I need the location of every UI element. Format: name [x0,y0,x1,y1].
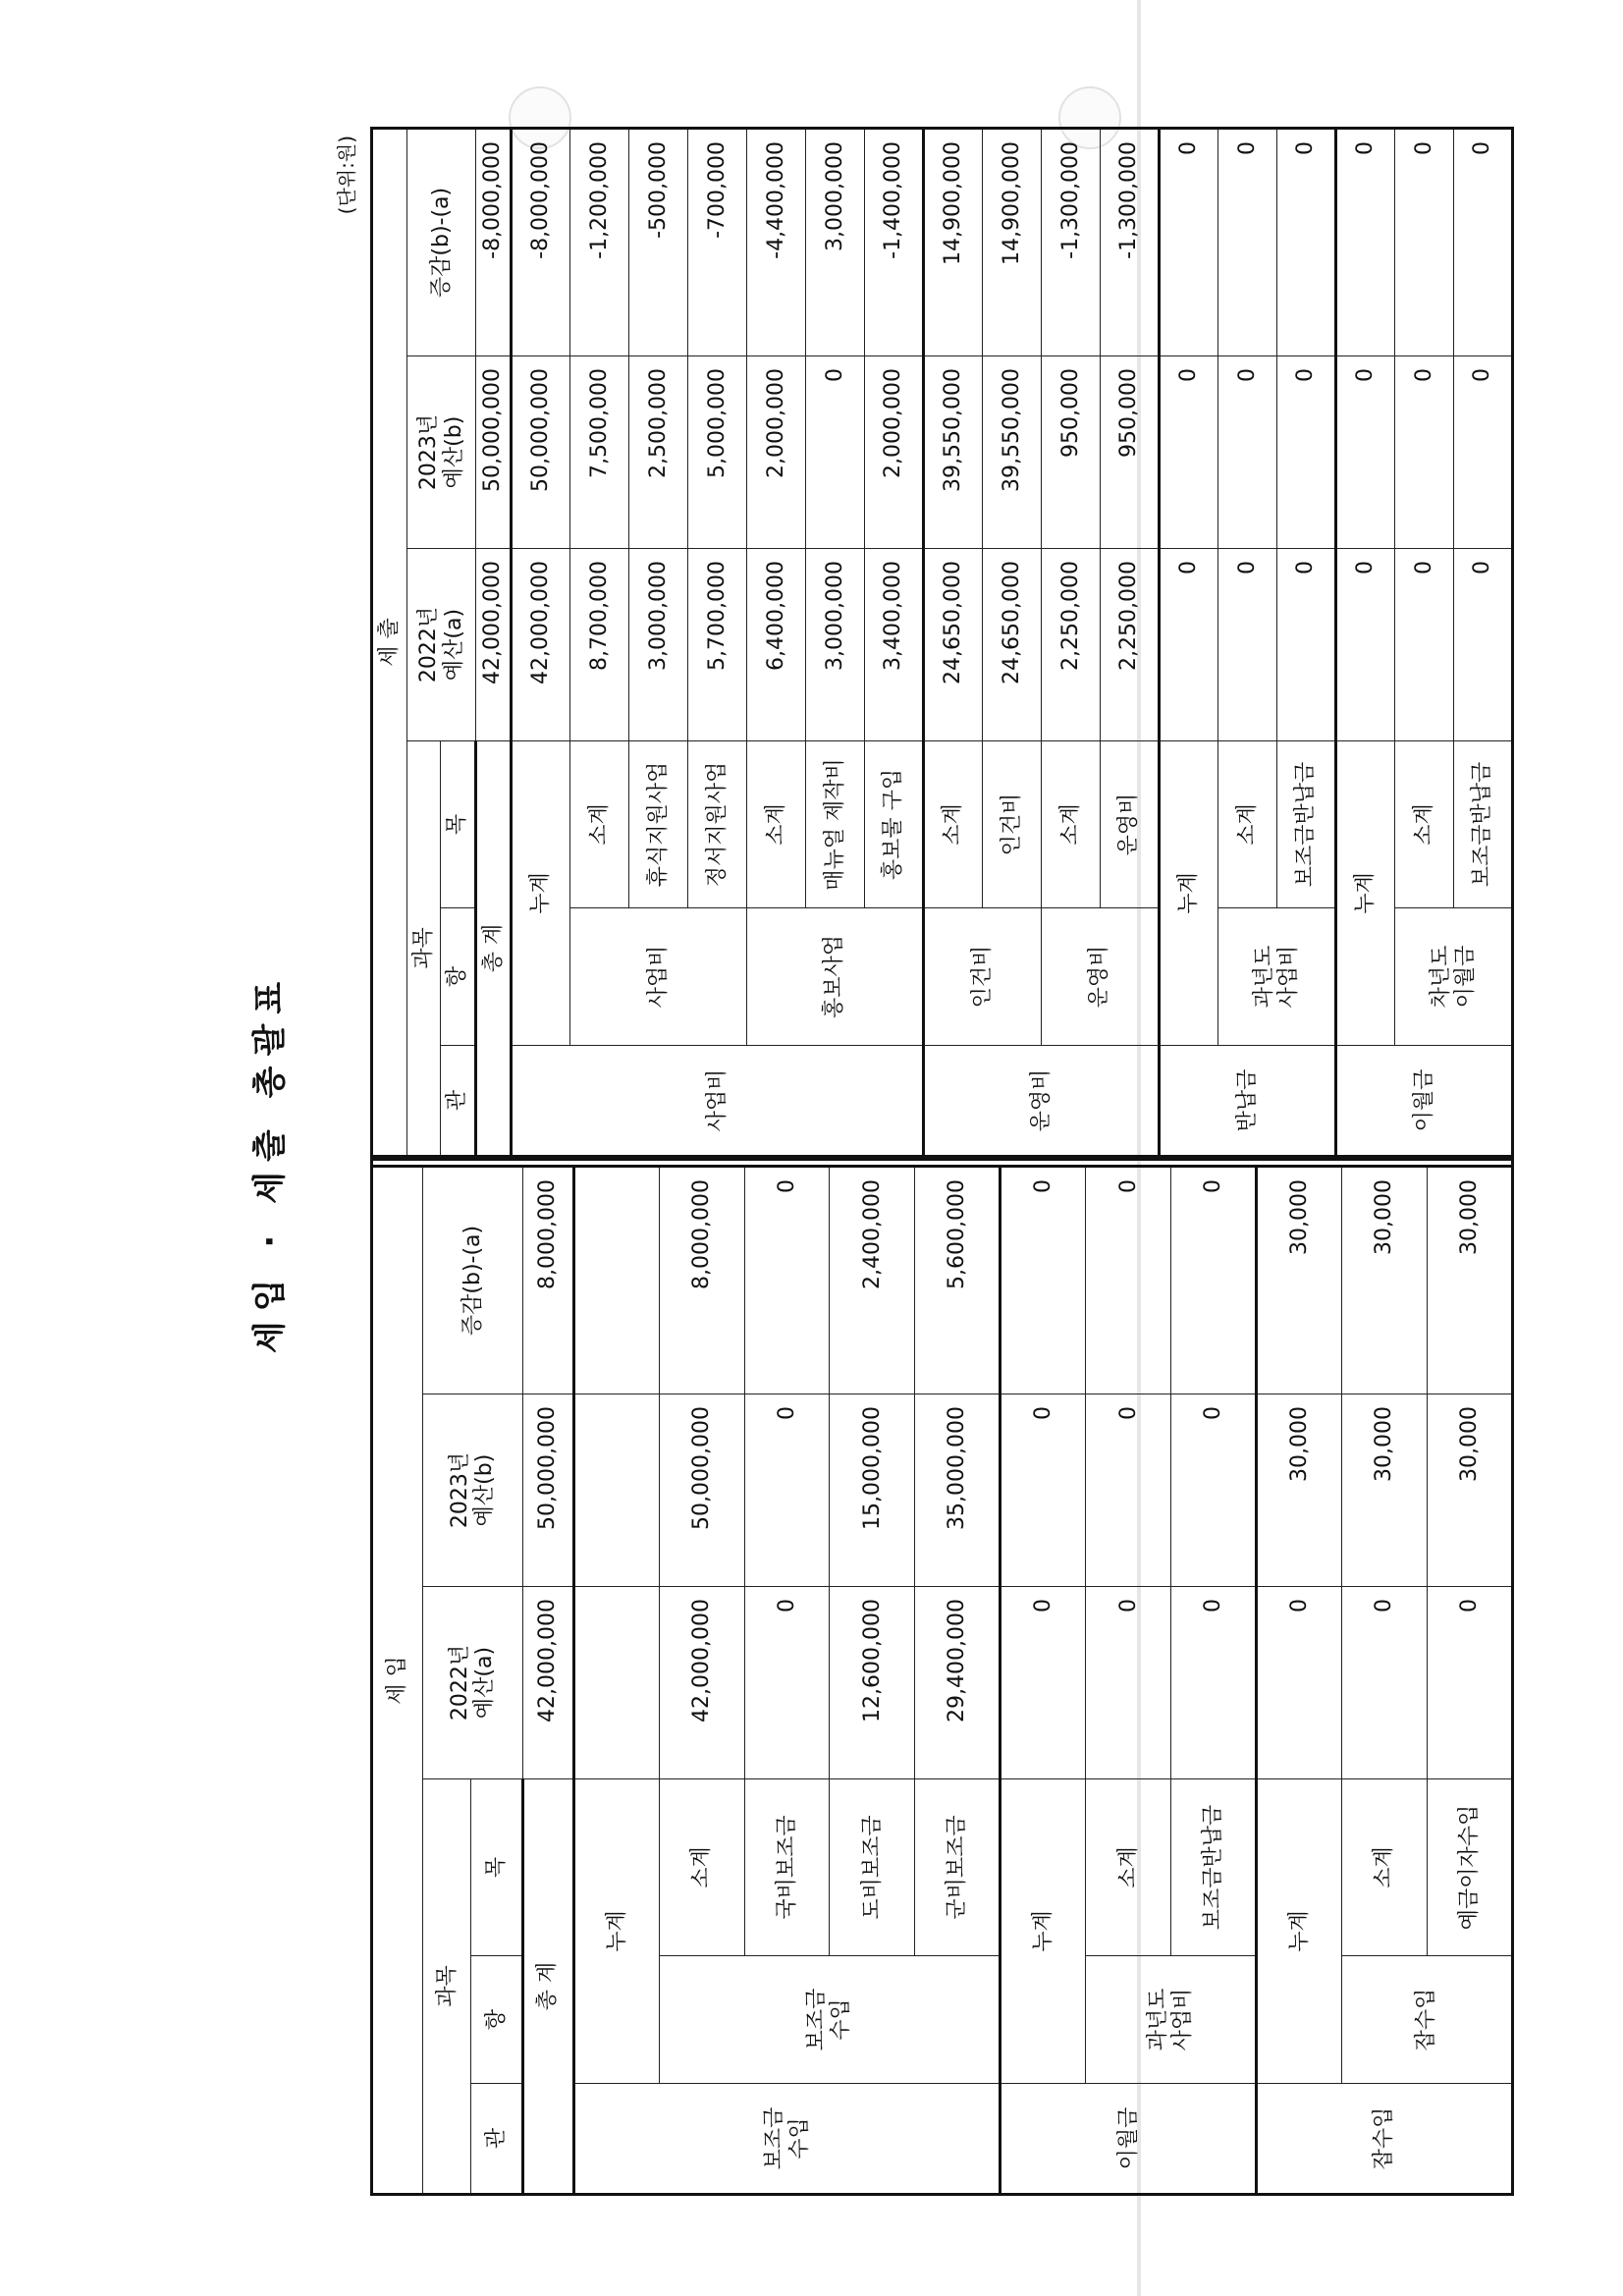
value-a: 3,400,000 [865,549,924,741]
gwan-label: 이월금 [1001,2084,1257,2195]
gwan-label: 반납금 [1160,1046,1336,1157]
value-c: -1,400,000 [865,128,924,355]
total-b: 50,000,000 [476,356,512,549]
value-b: 0 [744,1394,830,1587]
value-a: 6,400,000 [747,549,806,741]
value-c: 30,000 [1342,1166,1428,1394]
value-c: 8,000,000 [659,1166,744,1394]
table-row [1042,128,1101,1156]
header-gwan: 관 [441,1046,476,1157]
value-b: 39,550,000 [983,356,1042,549]
value-b: 0 [1086,1394,1171,1587]
hang-label: 과년도 사업비 [1218,908,1336,1046]
value-c: 14,900,000 [924,128,983,355]
gwan-label: 사업비 [512,1046,924,1157]
value-b: 0 [1171,1394,1257,1587]
rotated-page [243,130,1495,2196]
value-b: 950,000 [1101,356,1160,549]
header-change: 증감(b)-(a) [423,1166,522,1394]
value-a: 0 [1171,1587,1257,1779]
value-b: 2,500,000 [629,356,688,549]
mok-label: 소계 [1342,1779,1428,1956]
value-b: 30,000 [1427,1394,1512,1587]
nugye-label: 누계 [1257,1779,1342,2084]
table-row [1395,128,1454,1156]
header-hang: 항 [441,908,476,1046]
mok-label: 운영비 [1101,741,1160,908]
page-title: 세입 · 세출 총괄표 [250,971,290,1354]
table-row [1342,1166,1428,2194]
mok-label: 예금이자수입 [1427,1779,1512,1956]
nugye-a: 42,000,000 [512,549,570,741]
mok-label: 소계 [570,741,629,908]
value-a: 3,000,000 [806,549,865,741]
value-c: -1,300,000 [1042,128,1101,355]
hang-label: 보조금 수입 [659,1956,1001,2084]
value-c: 0 [1454,128,1513,355]
header-category: 과목 [423,1779,471,2195]
nugye-label: 누계 [1160,741,1218,1046]
table-row [1218,128,1277,1156]
nugye-b: 0 [1336,356,1395,549]
hang-label: 홍보사업 [747,908,924,1046]
header-budget-2023: 2023년 예산(b) [407,356,476,549]
value-c: -1,300,000 [1101,128,1160,355]
gwan-label: 잡수입 [1257,2084,1513,2195]
header-hang: 항 [471,1956,522,2084]
value-a: 2,250,000 [1042,549,1101,741]
table-divider [370,1158,1514,1168]
nugye-c: 30,000 [1257,1166,1342,1394]
mok-label: 소계 [1218,741,1277,908]
value-c: -4,400,000 [747,128,806,355]
value-a: 2,250,000 [1101,549,1160,741]
section-title: 세 입 [372,1166,423,2194]
header-mok: 목 [441,741,476,908]
total-c: -8,000,000 [476,128,512,355]
value-c: 5,600,000 [915,1166,1001,1394]
nugye-a [573,1587,659,1779]
nugye-b [573,1394,659,1587]
value-b: 2,000,000 [865,356,924,549]
value-c: 0 [1395,128,1454,355]
nugye-c: 0 [1336,128,1395,355]
mok-label: 도비보조금 [830,1779,915,1956]
hang-label: 과년도 사업비 [1086,1956,1257,2084]
value-a: 0 [1395,549,1454,741]
nugye-c: 0 [1160,128,1218,355]
hang-label: 잡수입 [1342,1956,1513,2084]
nugye-a: 0 [1001,1587,1086,1779]
value-a: 24,650,000 [924,549,983,741]
value-b: 35,000,000 [915,1394,1001,1587]
nugye-c [573,1166,659,1394]
hang-label: 인건비 [924,908,1042,1046]
hang-label: 사업비 [570,908,747,1046]
value-a: 0 [744,1587,830,1779]
value-a: 24,650,000 [983,549,1042,741]
hang-label: 운영비 [1042,908,1160,1046]
nugye-a: 0 [1257,1587,1342,1779]
table-row [747,128,806,1156]
total-label: 총 계 [476,741,512,1157]
value-c: -700,000 [688,128,747,355]
value-b: 30,000 [1342,1394,1428,1587]
mok-label: 휴식지원사업 [629,741,688,908]
nugye-a: 0 [1336,549,1395,741]
table-row [924,128,983,1156]
nugye-a: 0 [1160,549,1218,741]
mok-label: 소계 [924,741,983,908]
value-c: 3,000,000 [806,128,865,355]
value-a: 3,000,000 [629,549,688,741]
mok-label: 정서지원사업 [688,741,747,908]
value-c: 0 [744,1166,830,1394]
total-a: 42,000,000 [522,1587,573,1779]
value-a: 0 [1427,1587,1512,1779]
nugye-b: 0 [1001,1394,1086,1587]
expenditure-table [370,127,1514,1158]
nugye-c: 0 [1001,1166,1086,1394]
unit-note: (단위:원) [335,136,358,215]
mok-label: 매뉴얼 제작비 [806,741,865,908]
table-row [1086,1166,1171,2194]
value-c: -1,200,000 [570,128,629,355]
value-a: 8,700,000 [570,549,629,741]
value-c: 0 [1171,1166,1257,1394]
value-a: 42,000,000 [659,1587,744,1779]
value-a: 5,700,000 [688,549,747,741]
value-c: 2,400,000 [830,1166,915,1394]
value-c: 0 [1218,128,1277,355]
mok-label: 소계 [659,1779,744,1956]
table-row [659,1166,744,2194]
mok-label: 군비보조금 [915,1779,1001,1956]
total-label: 총 계 [522,1779,573,2195]
value-b: 0 [1454,356,1513,549]
header-change: 증감(b)-(a) [407,128,476,355]
mok-label: 소계 [1042,741,1101,908]
mok-label: 소계 [1395,741,1454,908]
value-c: 30,000 [1427,1166,1512,1394]
nugye-c: -8,000,000 [512,128,570,355]
total-b: 50,000,000 [522,1394,573,1587]
value-b: 0 [1218,356,1277,549]
value-c: 0 [1277,128,1336,355]
value-b: 2,000,000 [747,356,806,549]
header-budget-2022: 2022년 예산(a) [407,549,476,741]
value-a: 12,600,000 [830,1587,915,1779]
mok-label: 보조금반납금 [1277,741,1336,908]
value-a: 0 [1086,1587,1171,1779]
revenue-table [370,1165,1514,2196]
gwan-label: 이월금 [1336,1046,1513,1157]
value-c: 14,900,000 [983,128,1042,355]
nugye-label: 누계 [1001,1779,1086,2084]
value-a: 0 [1218,549,1277,741]
value-b: 0 [1395,356,1454,549]
gwan-label: 운영비 [924,1046,1160,1157]
mok-label: 소계 [1086,1779,1171,1956]
gwan-label: 보조금 수입 [573,2084,1001,2195]
value-b: 0 [1277,356,1336,549]
value-c: 0 [1086,1166,1171,1394]
value-b: 7,500,000 [570,356,629,549]
value-a: 0 [1277,549,1336,741]
header-budget-2022: 2022년 예산(a) [423,1587,522,1779]
value-b: 39,550,000 [924,356,983,549]
value-b: 15,000,000 [830,1394,915,1587]
value-a: 29,400,000 [915,1587,1001,1779]
total-a: 42,000,000 [476,549,512,741]
value-b: 0 [806,356,865,549]
table-row [570,128,629,1156]
nugye-label: 누계 [573,1779,659,2084]
section-title: 세 출 [372,128,407,1156]
nugye-label: 누계 [1336,741,1395,1046]
summary-table [370,130,1495,2196]
mok-label: 인건비 [983,741,1042,908]
value-c: -500,000 [629,128,688,355]
nugye-b: 50,000,000 [512,356,570,549]
value-b: 50,000,000 [659,1394,744,1587]
mok-label: 국비보조금 [744,1779,830,1956]
mok-label: 홍보물 구입 [865,741,924,908]
value-a: 0 [1454,549,1513,741]
value-b: 950,000 [1042,356,1101,549]
total-c: 8,000,000 [522,1166,573,1394]
nugye-b: 0 [1160,356,1218,549]
hang-label: 차년도 이월금 [1395,908,1513,1046]
header-category: 과목 [407,741,441,1157]
nugye-b: 30,000 [1257,1394,1342,1587]
value-a: 0 [1342,1587,1428,1779]
value-b: 5,000,000 [688,356,747,549]
header-budget-2023: 2023년 예산(b) [423,1394,522,1587]
mok-label: 보조금반납금 [1454,741,1513,908]
header-mok: 목 [471,1779,522,1956]
header-gwan: 관 [471,2084,522,2195]
mok-label: 보조금반납금 [1171,1779,1257,1956]
nugye-label: 누계 [512,741,570,1046]
mok-label: 소계 [747,741,806,908]
